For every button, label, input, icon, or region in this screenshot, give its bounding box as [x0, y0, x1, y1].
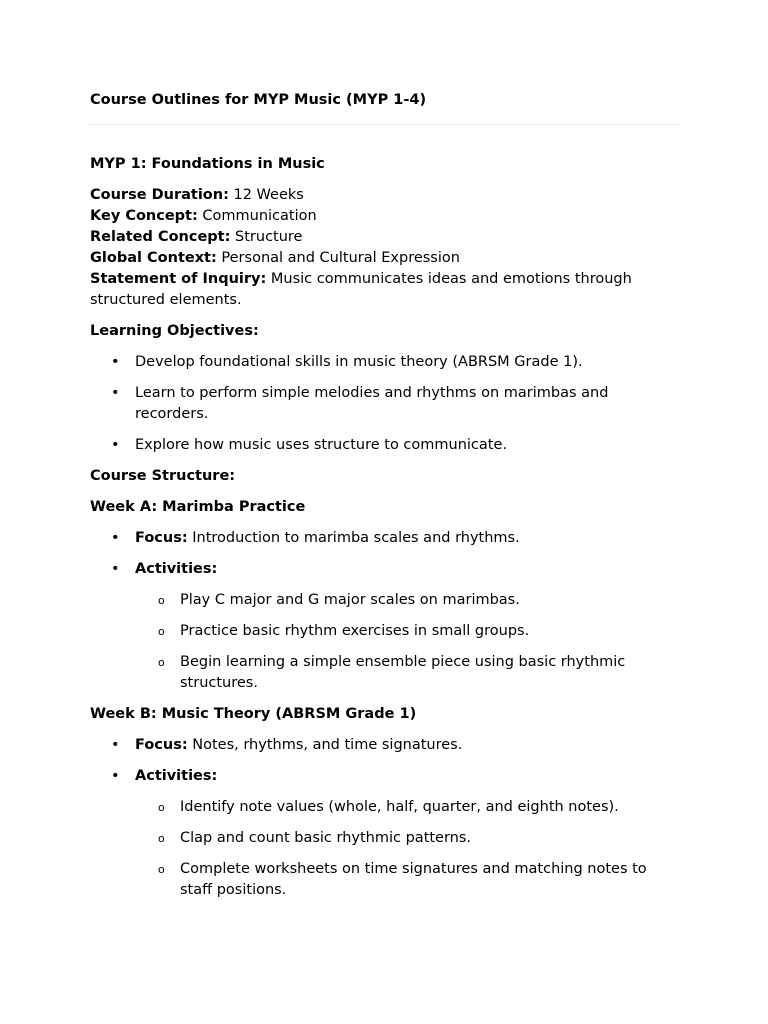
meta-duration-label: Course Duration:	[90, 187, 229, 203]
meta-related-concept	[90, 227, 680, 248]
meta-key-concept-value: Communication	[202, 208, 317, 224]
list-item	[135, 652, 680, 694]
objectives-list	[90, 352, 680, 456]
list-item	[90, 435, 680, 456]
bullet-icon: •	[111, 354, 120, 370]
bullet-icon: •	[111, 385, 120, 401]
bullet-icon: •	[111, 530, 120, 546]
focus-text: Notes, rhythms, and time signatures.	[192, 737, 463, 753]
list-item	[90, 352, 680, 373]
activity-text: Begin learning a simple ensemble piece using basic rhythmic structures.	[180, 654, 626, 691]
list-item	[90, 559, 680, 694]
meta-global-context-label: Global Context:	[90, 250, 217, 266]
meta-duration	[90, 185, 680, 206]
section-heading: MYP 1: Foundations in Music	[90, 156, 325, 172]
sub-bullet-icon: o	[158, 656, 165, 669]
meta-related-concept-label: Related Concept:	[90, 229, 231, 245]
meta-key-concept	[90, 206, 680, 227]
week-b-heading: Week B: Music Theory (ABRSM Grade 1)	[90, 706, 417, 722]
list-item	[135, 590, 680, 611]
activity-text: Play C major and G major scales on marimbas.	[180, 592, 520, 608]
objective-text: Learn to perform simple melodies and rhythms on marimbas and recorders.	[135, 385, 609, 422]
activity-text: Practice basic rhythm exercises in small groups.	[180, 623, 530, 639]
bullet-icon: •	[111, 737, 120, 753]
bullet-icon: •	[111, 768, 120, 784]
objective-text: Develop foundational skills in music theory (ABRSM Grade 1).	[135, 354, 583, 370]
list-item	[135, 859, 680, 901]
focus-text: Introduction to marimba scales and rhythms.	[192, 530, 520, 546]
meta-inquiry-value: Music communicates ideas and emotions through structured elements.	[90, 271, 632, 308]
meta-global-context	[90, 248, 680, 269]
bullet-icon: •	[111, 437, 120, 453]
course-meta	[90, 185, 680, 311]
focus-label: Focus:	[135, 737, 188, 753]
sub-bullet-icon: o	[158, 863, 165, 876]
week-a-list	[90, 528, 680, 694]
week-a-heading: Week A: Marimba Practice	[90, 499, 306, 515]
document-title: Course Outlines for MYP Music (MYP 1-4)	[90, 92, 427, 108]
list-item	[135, 797, 680, 818]
week-b-activities	[135, 797, 680, 901]
list-item	[135, 828, 680, 849]
meta-related-concept-value: Structure	[235, 229, 303, 245]
objectives-heading: Learning Objectives:	[90, 323, 259, 339]
activity-text: Identify note values (whole, half, quarter, and eighth notes).	[180, 799, 619, 815]
bullet-icon: •	[111, 561, 120, 577]
sub-bullet-icon: o	[158, 832, 165, 845]
meta-inquiry	[90, 269, 680, 311]
sub-bullet-icon: o	[158, 625, 165, 638]
structure-heading: Course Structure:	[90, 468, 236, 484]
sub-bullet-icon: o	[158, 594, 165, 607]
list-item	[90, 735, 680, 756]
focus-label: Focus:	[135, 530, 188, 546]
objective-text: Explore how music uses structure to communicate.	[135, 437, 508, 453]
meta-duration-value: 12 Weeks	[233, 187, 304, 203]
meta-key-concept-label: Key Concept:	[90, 208, 198, 224]
document-content	[90, 90, 680, 901]
meta-global-context-value: Personal and Cultural Expression	[221, 250, 460, 266]
list-item	[90, 383, 680, 425]
activities-label: Activities:	[135, 561, 218, 577]
list-item	[135, 621, 680, 642]
activity-text: Complete worksheets on time signatures and matching notes to staff positions.	[180, 861, 647, 898]
sub-bullet-icon: o	[158, 801, 165, 814]
meta-inquiry-label: Statement of Inquiry:	[90, 271, 267, 287]
title-divider	[90, 124, 680, 125]
list-item	[90, 766, 680, 901]
week-a-activities	[135, 590, 680, 694]
activities-label: Activities:	[135, 768, 218, 784]
list-item	[90, 528, 680, 549]
week-b-list	[90, 735, 680, 901]
activity-text: Clap and count basic rhythmic patterns.	[180, 830, 472, 846]
